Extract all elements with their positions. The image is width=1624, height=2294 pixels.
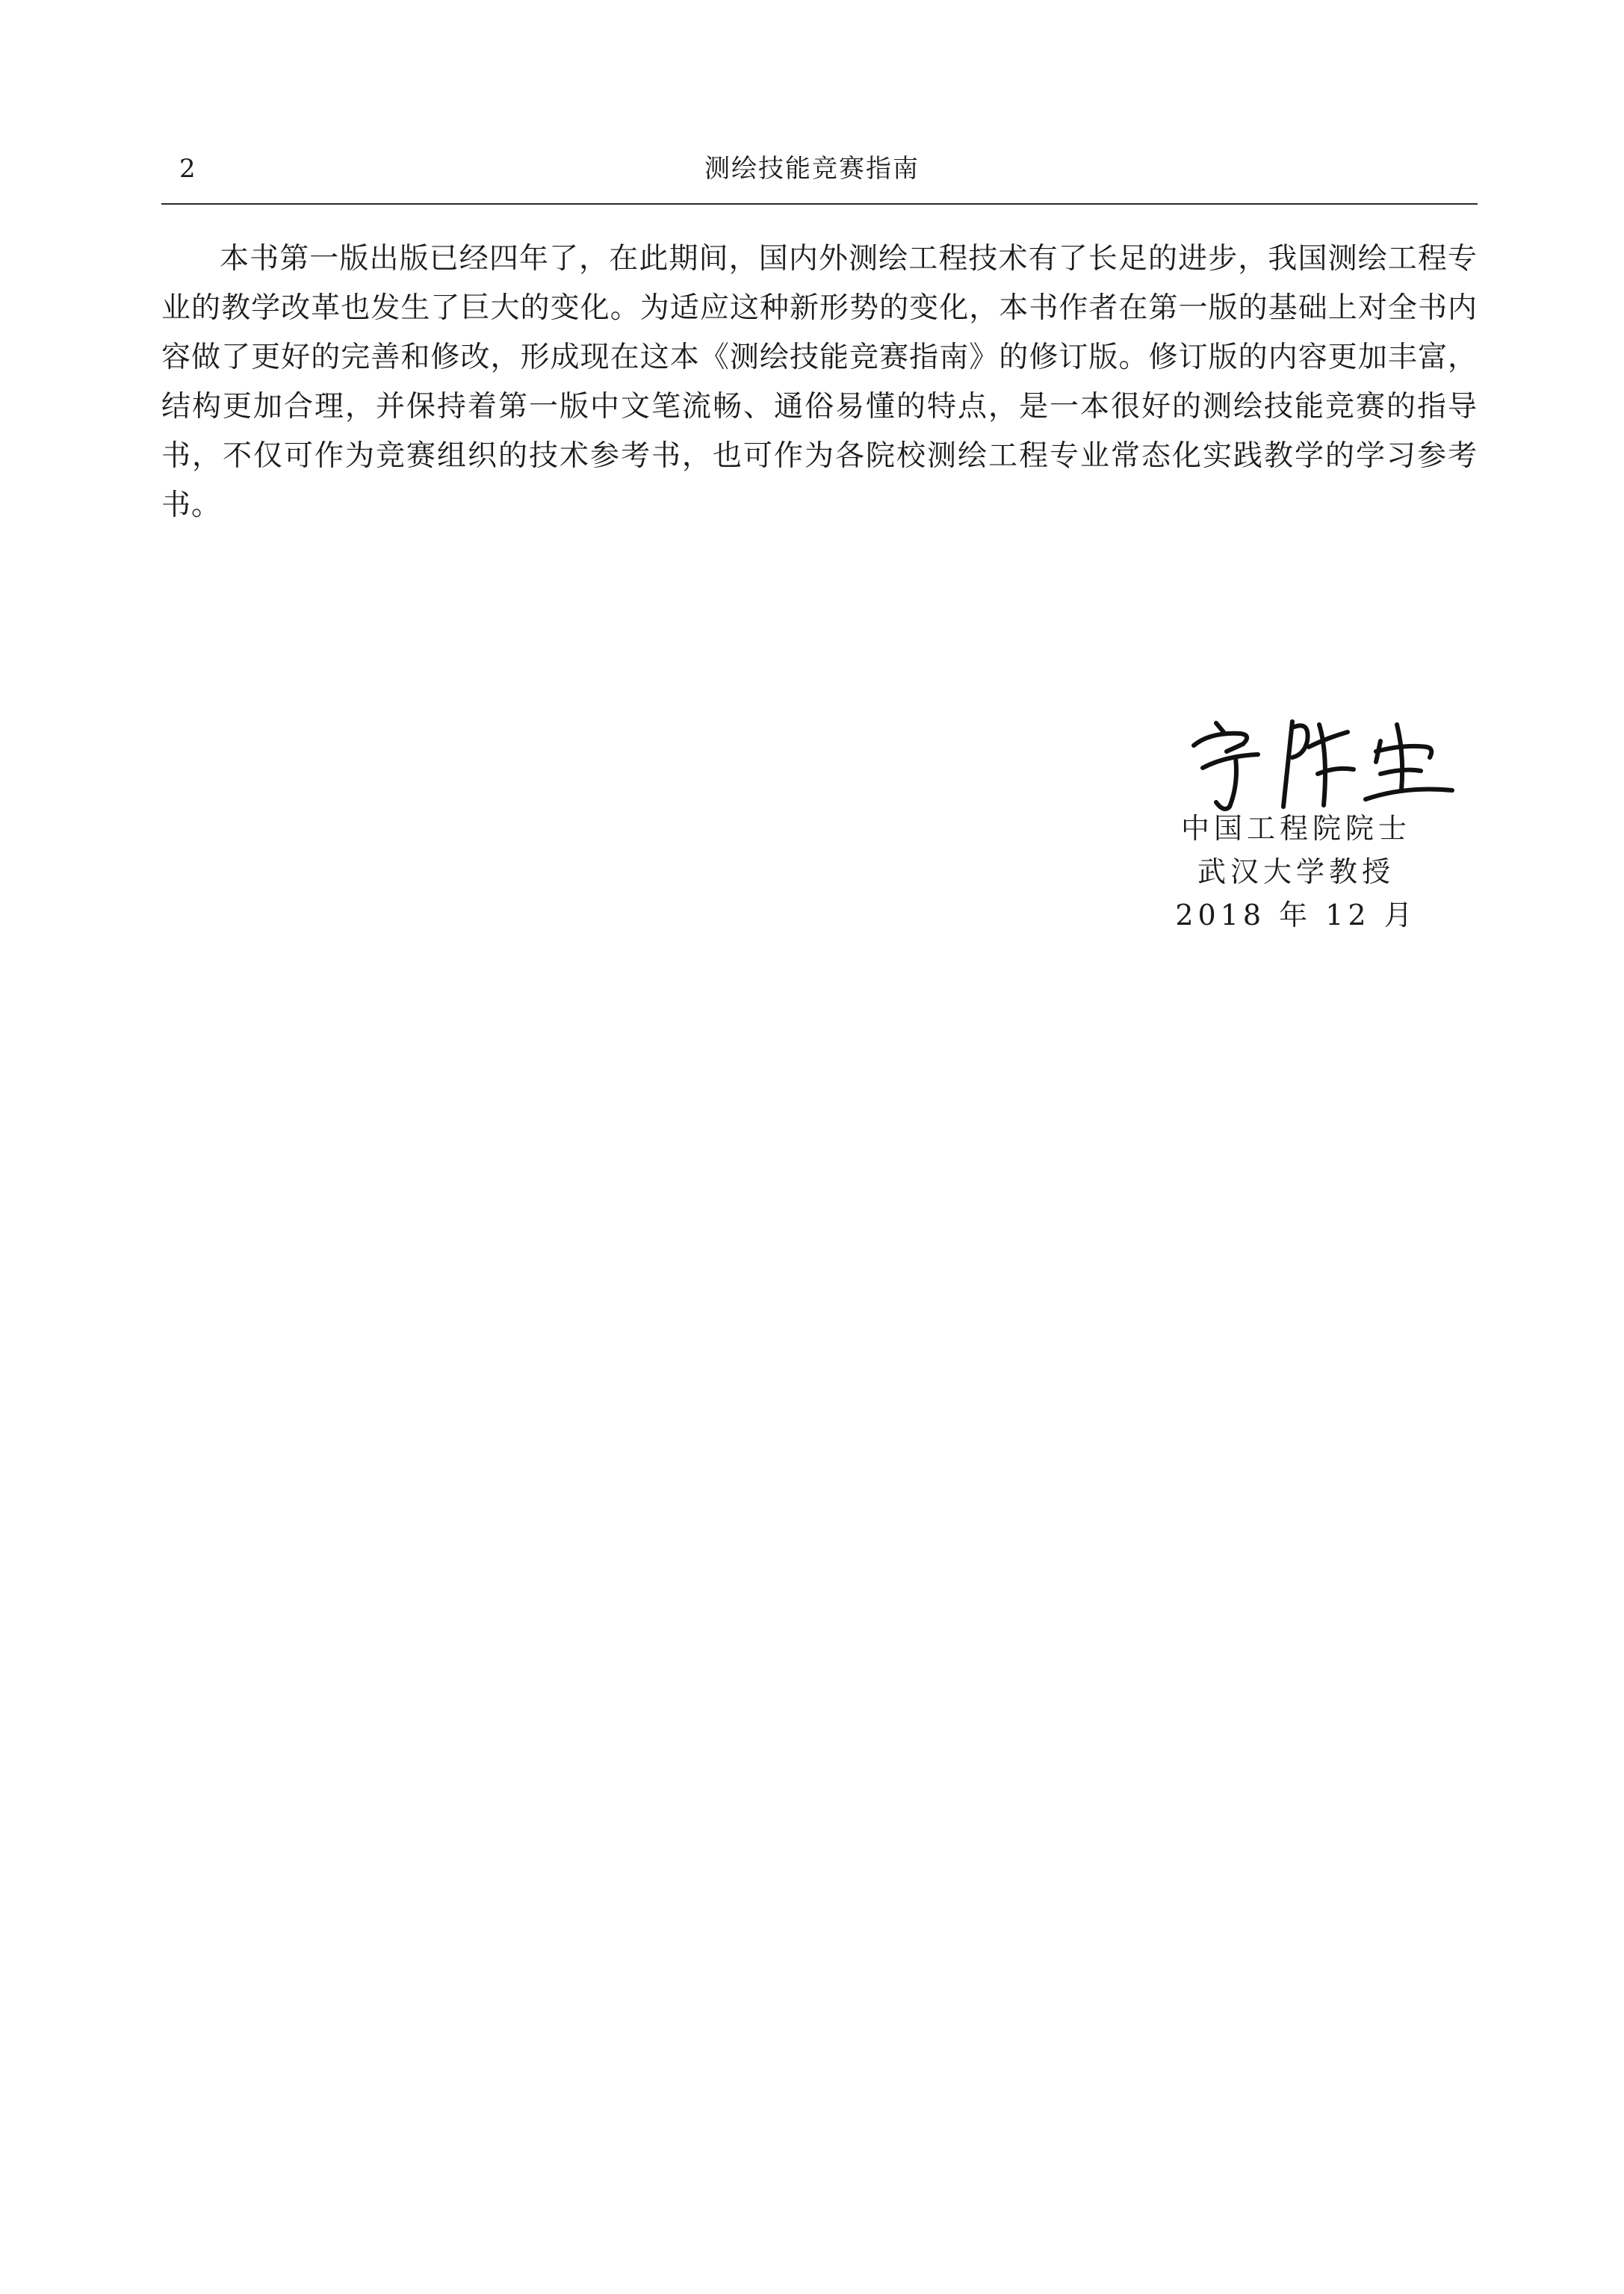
author-title-professor: 武汉大学教授 bbox=[1197, 855, 1395, 888]
signature-block bbox=[1143, 807, 1449, 937]
body-paragraph: 本书第一版出版已经四年了，在此期间，国内外测绘工程技术有了长足的进步，我国测绘工程专业的教学改革也发生了巨大的变化。为适应这种新形势的变化，本书作者在第一版的基础上对全书内容做了更好的完善和修改，形成现在这本《测绘技能竞赛指南》的修订版。修订版的内容更加丰富，结构更加合理，并保持着第一版中文笔流畅、通俗易懂的特点，是一本很好的测绘技能竞赛的指导书，不仅可作为竞赛组织的技术参考书，也可作为各院校测绘工程专业常态化实践教学的学习参考书。 bbox=[161, 242, 1478, 522]
handwritten-signature bbox=[1180, 702, 1464, 814]
header-rule bbox=[161, 203, 1478, 205]
running-title: 测绘技能竞赛指南 bbox=[704, 154, 920, 184]
author-title-academician: 中国工程院院士 bbox=[1180, 812, 1411, 845]
signature-date: 2018 年 12 月 bbox=[1175, 899, 1417, 931]
page-number: 2 bbox=[179, 154, 196, 184]
